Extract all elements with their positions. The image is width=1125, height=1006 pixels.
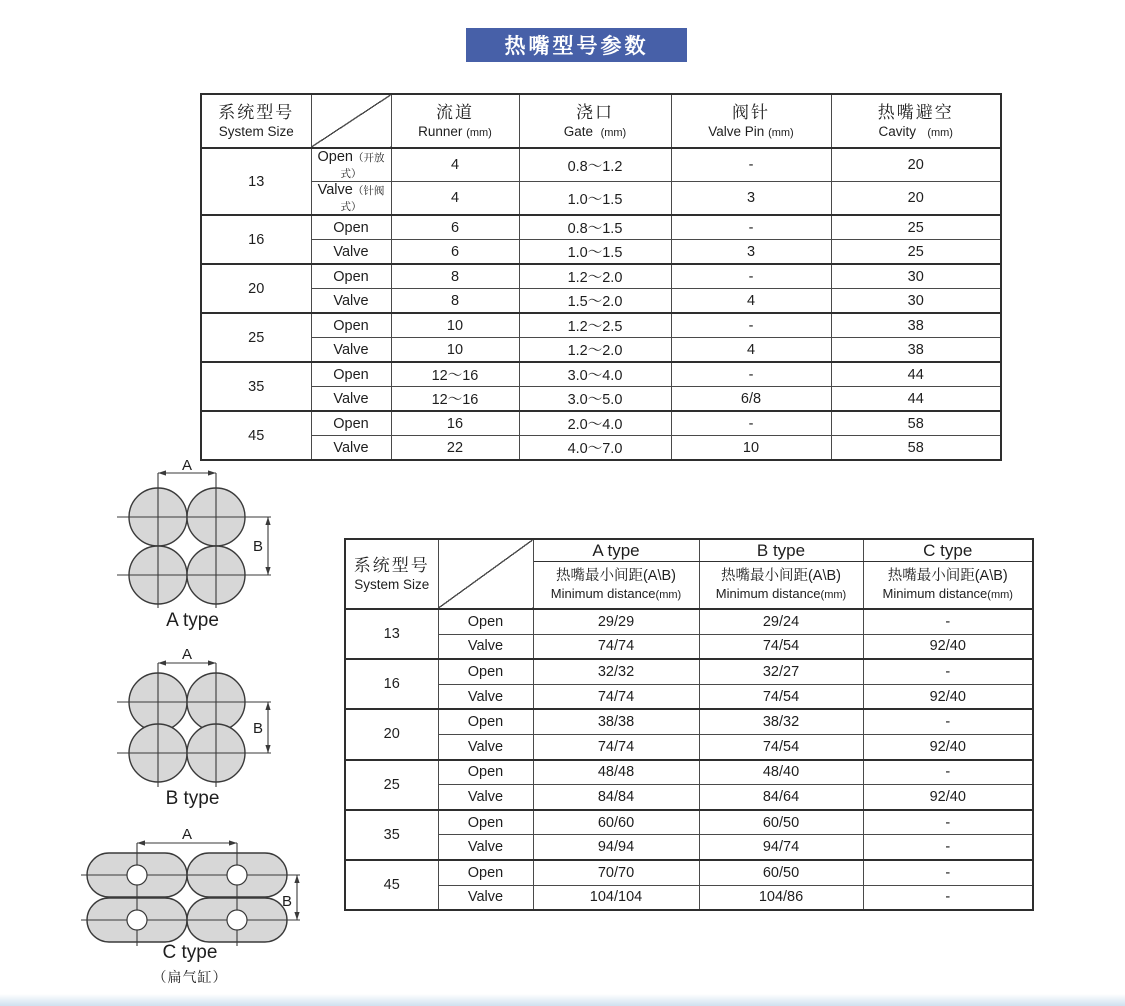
header-row (201, 94, 1001, 148)
system-size-cell: 45 (201, 411, 311, 460)
b-distance-cell: 94/74 (699, 835, 863, 860)
type-cell: Valve (311, 338, 391, 363)
type-cell: Valve (311, 289, 391, 314)
table-row (201, 362, 1001, 387)
system-size-cell: 25 (201, 313, 311, 362)
b-type-header: B type (699, 539, 863, 562)
a-distance-cell: 94/94 (533, 835, 699, 860)
c-distance-cell: - (863, 760, 1033, 785)
cavity-unit: (mm) (927, 126, 953, 139)
valve-pin-header (671, 94, 831, 148)
valve-pin-cell: - (671, 411, 831, 436)
cavity-cell: 58 (831, 436, 1001, 461)
type-cell: Open (311, 362, 391, 387)
valve-pin-cell: - (671, 313, 831, 338)
gate-cell: 1.2～2.0 (519, 338, 671, 363)
table-row (201, 264, 1001, 289)
c-distance-cell: 92/40 (863, 785, 1033, 810)
c-type-label: C type (162, 942, 218, 963)
c-type-diagram (78, 828, 322, 950)
dim-b-label: B (281, 893, 292, 910)
dim-a-label: A (181, 458, 193, 474)
table-row (345, 885, 1033, 910)
gate-cell: 1.0～1.5 (519, 240, 671, 265)
table-row (345, 709, 1033, 734)
cavity-cell: 30 (831, 264, 1001, 289)
c-distance-cell: 92/40 (863, 634, 1033, 659)
cavity-zh: 热嘴避空 (877, 102, 954, 122)
b-distance-cell: 74/54 (699, 634, 863, 659)
system-size-cell: 45 (345, 860, 438, 910)
type-cell: Open (438, 760, 533, 785)
table-row (345, 734, 1033, 759)
gate-zh: 浇口 (576, 102, 614, 122)
cavity-cell: 25 (831, 215, 1001, 240)
c-distance-cell: - (863, 810, 1033, 835)
table-row (201, 148, 1001, 182)
type-cell: Open (438, 810, 533, 835)
table-row (201, 313, 1001, 338)
c-distance-cell: - (863, 659, 1033, 684)
system-size-cell: 25 (345, 760, 438, 810)
runner-cell: 12～16 (391, 387, 519, 412)
b-distance-cell: 84/64 (699, 785, 863, 810)
cavity-cell: 44 (831, 387, 1001, 412)
runner-cell: 22 (391, 436, 519, 461)
type-note: （开放式） (340, 152, 385, 180)
type-cell: Valve (438, 634, 533, 659)
type-cell (311, 182, 391, 216)
table-row (201, 436, 1001, 461)
dim-b-label: B (252, 720, 263, 737)
system-size-header (345, 539, 438, 609)
type-cell: Valve (438, 734, 533, 759)
system-size-header (201, 94, 311, 148)
system-size-en: System Size (354, 577, 430, 592)
type-cell: Open (311, 411, 391, 436)
system-size-cell: 20 (201, 264, 311, 313)
cavity-cell: 38 (831, 313, 1001, 338)
header-row (345, 539, 1033, 562)
diagonal-cell (438, 539, 533, 609)
distance-zh: 热嘴最小间距(A\B) (720, 568, 842, 584)
runner-cell: 6 (391, 215, 519, 240)
a-type-header: A type (533, 539, 699, 562)
cavity-en: Cavity (878, 123, 917, 139)
table-row (345, 659, 1033, 684)
a-distance-cell: 84/84 (533, 785, 699, 810)
runner-en: Runner (418, 123, 463, 139)
c-type-header: C type (863, 539, 1033, 562)
system-size-zh: 系统型号 (218, 103, 295, 122)
runner-cell: 16 (391, 411, 519, 436)
distance-unit: (mm) (820, 589, 847, 601)
cavity-header (831, 94, 1001, 148)
b-distance-cell: 74/54 (699, 734, 863, 759)
system-size-cell: 16 (345, 659, 438, 709)
type-cell: Open (311, 264, 391, 289)
distance-zh: 热嘴最小间距(A\B) (887, 568, 1008, 584)
gate-cell: 1.2～2.0 (519, 264, 671, 289)
system-size-zh: 系统型号 (353, 556, 430, 575)
dim-a-label: A (181, 646, 193, 663)
runner-cell: 4 (391, 182, 519, 216)
b-distance-cell: 32/27 (699, 659, 863, 684)
system-size-cell: 13 (345, 609, 438, 659)
table-row (345, 684, 1033, 709)
system-size-cell: 20 (345, 709, 438, 759)
runner-cell: 8 (391, 264, 519, 289)
gate-cell: 3.0～4.0 (519, 362, 671, 387)
gate-cell: 1.5～2.0 (519, 289, 671, 314)
diagonal-cell (311, 94, 391, 148)
c-distance-cell: - (863, 885, 1033, 910)
page-title: 热嘴型号参数 (466, 28, 687, 62)
table-row (201, 182, 1001, 216)
b-distance-cell: 74/54 (699, 684, 863, 709)
b-distance-cell: 104/86 (699, 885, 863, 910)
pin-en: Valve Pin (708, 123, 765, 139)
dim-a-label: A (181, 828, 193, 843)
runner-cell: 10 (391, 338, 519, 363)
cavity-cell: 20 (831, 148, 1001, 182)
a-distance-cell: 70/70 (533, 860, 699, 885)
b-type-label: B type (165, 788, 220, 809)
system-size-cell: 13 (201, 148, 311, 215)
a-distance-cell: 29/29 (533, 609, 699, 634)
a-distance-cell: 60/60 (533, 810, 699, 835)
valve-pin-cell: - (671, 362, 831, 387)
gate-cell: 3.0～5.0 (519, 387, 671, 412)
gate-en: Gate (563, 123, 594, 139)
valve-pin-cell: 6/8 (671, 387, 831, 412)
distance-en: Minimum distance (715, 586, 821, 601)
b-distance-cell: 48/40 (699, 760, 863, 785)
gate-header (519, 94, 671, 148)
gate-unit: (mm) (600, 126, 627, 139)
dim-b-label: B (252, 538, 263, 555)
type-cell: Open (438, 709, 533, 734)
valve-pin-cell: 4 (671, 289, 831, 314)
c-distance-cell: 92/40 (863, 734, 1033, 759)
b-distance-cell: 29/24 (699, 609, 863, 634)
c-distance-cell: - (863, 609, 1033, 634)
type-cell: Valve (438, 785, 533, 810)
c-type-sublabel: （扁气缸） (152, 969, 228, 985)
table-row (201, 215, 1001, 240)
pin-zh: 阀针 (732, 102, 770, 122)
cavity-cell: 25 (831, 240, 1001, 265)
type-cell: Open (438, 609, 533, 634)
table-row (201, 387, 1001, 412)
b-distance-header (699, 562, 863, 610)
c-distance-cell: - (863, 860, 1033, 885)
c-distance-cell: 92/40 (863, 684, 1033, 709)
runner-zh: 流道 (436, 102, 474, 122)
a-type-label: A type (166, 610, 219, 631)
type-cell: Open (311, 313, 391, 338)
runner-header (391, 94, 519, 148)
b-distance-cell: 60/50 (699, 860, 863, 885)
gate-cell: 2.0～4.0 (519, 411, 671, 436)
runner-cell: 6 (391, 240, 519, 265)
a-distance-cell: 38/38 (533, 709, 699, 734)
a-distance-header (533, 562, 699, 610)
cavity-cell: 20 (831, 182, 1001, 216)
runner-cell: 12～16 (391, 362, 519, 387)
table-row (201, 411, 1001, 436)
gate-cell: 0.8～1.5 (519, 215, 671, 240)
system-size-cell: 35 (345, 810, 438, 860)
type-cell: Valve (311, 387, 391, 412)
table-row (345, 634, 1033, 659)
c-distance-cell: - (863, 835, 1033, 860)
distance-unit: (mm) (987, 589, 1013, 601)
system-size-cell: 16 (201, 215, 311, 264)
gate-cell: 0.8～1.2 (519, 148, 671, 182)
runner-cell: 10 (391, 313, 519, 338)
distance-en: Minimum distance (550, 586, 656, 601)
type-cell: Open (311, 215, 391, 240)
a-distance-cell: 74/74 (533, 734, 699, 759)
type-label: Valve (317, 182, 353, 198)
table-row (345, 760, 1033, 785)
valve-pin-cell: 3 (671, 240, 831, 265)
gate-cell: 4.0～7.0 (519, 436, 671, 461)
a-type-diagram (100, 458, 285, 613)
table-row (345, 609, 1033, 634)
table-row (201, 289, 1001, 314)
cavity-cell: 38 (831, 338, 1001, 363)
type-cell: Open (438, 860, 533, 885)
table-row (345, 835, 1033, 860)
table-row (345, 785, 1033, 810)
system-size-cell: 35 (201, 362, 311, 411)
c-distance-cell: - (863, 709, 1033, 734)
b-type-diagram (100, 645, 285, 795)
system-size-en: System Size (218, 124, 294, 139)
a-distance-cell: 74/74 (533, 684, 699, 709)
minimum-distance-table (344, 538, 1034, 911)
runner-cell: 4 (391, 148, 519, 182)
table-row (345, 860, 1033, 885)
type-cell: Valve (311, 240, 391, 265)
cavity-cell: 44 (831, 362, 1001, 387)
type-cell: Valve (438, 684, 533, 709)
valve-pin-cell: - (671, 148, 831, 182)
valve-pin-cell: 3 (671, 182, 831, 216)
a-distance-cell: 48/48 (533, 760, 699, 785)
a-distance-cell: 104/104 (533, 885, 699, 910)
valve-pin-cell: - (671, 215, 831, 240)
gate-cell: 1.2～2.5 (519, 313, 671, 338)
runner-cell: 8 (391, 289, 519, 314)
type-label: Open (317, 149, 353, 165)
distance-unit: (mm) (655, 589, 682, 601)
a-distance-cell: 32/32 (533, 659, 699, 684)
nozzle-params-table (200, 93, 1002, 461)
type-cell: Valve (438, 885, 533, 910)
table-row (345, 810, 1033, 835)
c-distance-header (863, 562, 1033, 610)
type-cell: Valve (438, 835, 533, 860)
type-cell: Open (438, 659, 533, 684)
table-row (201, 338, 1001, 363)
distance-en: Minimum distance (882, 586, 988, 601)
type-cell (311, 148, 391, 182)
b-distance-cell: 38/32 (699, 709, 863, 734)
table-row (201, 240, 1001, 265)
b-distance-cell: 60/50 (699, 810, 863, 835)
valve-pin-cell: 4 (671, 338, 831, 363)
type-cell: Valve (311, 436, 391, 461)
distance-zh: 热嘴最小间距(A\B) (555, 568, 677, 584)
a-distance-cell: 74/74 (533, 634, 699, 659)
cavity-cell: 58 (831, 411, 1001, 436)
pin-unit: (mm) (768, 126, 794, 139)
runner-unit: (mm) (466, 126, 492, 139)
type-note: （针阀式） (340, 185, 385, 213)
gate-cell: 1.0～1.5 (519, 182, 671, 216)
bottom-fade (0, 994, 1125, 1006)
valve-pin-cell: - (671, 264, 831, 289)
valve-pin-cell: 10 (671, 436, 831, 461)
cavity-cell: 30 (831, 289, 1001, 314)
